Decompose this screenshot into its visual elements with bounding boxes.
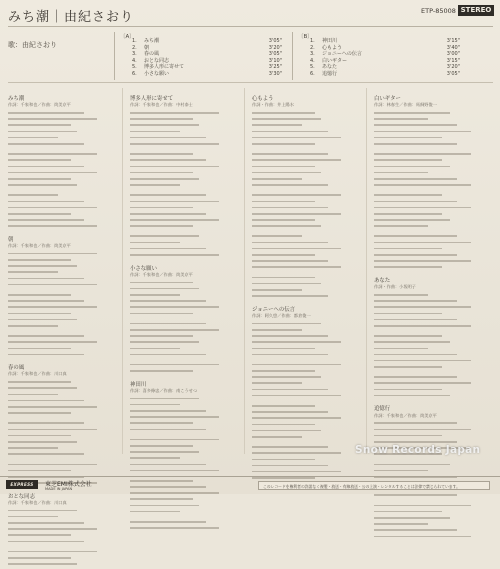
track-title: 朝: [144, 44, 150, 51]
song-credit: 作詞：林春生／作曲：馬飼野俊一: [374, 102, 437, 108]
track-title: 春の風: [144, 51, 160, 58]
track-number: 3.: [132, 51, 137, 58]
song-credit: 作詞：千家和也／作曲：川口真: [8, 371, 67, 377]
lyric-lines: [252, 322, 360, 483]
song-title: ジョニーへの伝言: [252, 306, 296, 313]
track-row: [132, 38, 282, 45]
lyrics-column-4: [374, 90, 492, 541]
track-row: [310, 51, 460, 58]
lyric-line: [252, 294, 360, 300]
track-number: 5.: [132, 64, 137, 71]
track-title: あなた: [322, 64, 338, 71]
track-number: 1.: [310, 38, 315, 44]
song-credit: 作詞・作曲：井上陽水: [252, 102, 294, 108]
song-credit: 作詞：千家和也／作曲：筒美京平: [8, 102, 71, 108]
lyric-lines: [8, 381, 116, 488]
lyrics-column-3: [252, 90, 360, 483]
side-b-label: 〔B〕: [298, 34, 313, 40]
track-number: 5.: [310, 64, 315, 71]
lyric-lines: [130, 281, 238, 376]
watermark-text: Snow Records Japan: [355, 444, 481, 456]
track-duration: 3'05": [268, 38, 282, 44]
track-number: 6.: [310, 70, 315, 77]
lyric-line: [130, 369, 238, 375]
copyright-notice: このレコードを権利者の許諾なく複製・放送・有線放送・公の上演・レンタルすることは法律で禁じられています。: [258, 481, 490, 490]
lyrics-divider: [8, 82, 493, 83]
lyric-lines: [374, 293, 492, 400]
track-number: 4.: [310, 57, 315, 64]
track-duration: 3'40": [446, 44, 460, 51]
song-title: みち潮: [8, 96, 25, 102]
track-title: おとな同志: [144, 57, 170, 64]
track-duration: 3'15": [446, 57, 460, 64]
track-title: 博多人形に寄せて: [144, 64, 185, 71]
track-number: 6.: [132, 70, 137, 77]
lyric-line: [374, 266, 492, 272]
lyric-line: [8, 225, 116, 231]
track-duration: 3'05": [268, 51, 282, 58]
header-divider: [8, 26, 493, 27]
track-row: [310, 64, 460, 71]
lyric-lines: [130, 111, 238, 259]
track-row: [132, 51, 282, 58]
track-title: 追憶行: [322, 70, 338, 77]
track-duration: 3'20": [268, 44, 282, 51]
tracklist-divider-mid: [292, 32, 293, 80]
song-title: 追憶行: [374, 406, 391, 413]
track-row: [310, 71, 460, 78]
column-rule-3: [366, 88, 367, 454]
column-rule-1: [122, 88, 123, 454]
side-a-tracklist: [132, 38, 282, 78]
lyric-lines: [252, 111, 360, 300]
made-in-japan: MADE IN JAPAN: [45, 487, 73, 491]
song-credit: 作詞：千家和也／作曲：筒美京平: [8, 242, 71, 248]
track-duration: 3'20": [446, 64, 460, 71]
track-duration: 3'15": [446, 38, 460, 44]
song-title: 小さな願い: [130, 265, 157, 272]
lyric-lines: [130, 397, 238, 533]
song-title: 神田川: [130, 381, 147, 388]
song-title: 春の風: [8, 365, 25, 372]
song-title: あなた: [374, 277, 391, 284]
song-credit: 作詞：喜多條忠／作曲：南こうせつ: [130, 387, 198, 393]
side-a-label: 〔A〕: [120, 34, 135, 40]
track-title: 白いギター: [322, 57, 347, 64]
track-title: 神田川: [322, 38, 338, 44]
track-row: [310, 38, 460, 45]
song-credit: 作詞：千家和也／作曲：川口真: [8, 499, 67, 505]
lyric-line: [8, 353, 116, 359]
lyric-lines: [374, 111, 492, 272]
track-number: 4.: [132, 57, 137, 64]
track-duration: 3'00": [446, 51, 460, 58]
track-duration: 3'05": [446, 70, 460, 77]
lyric-line: [374, 394, 492, 400]
track-number: 1.: [132, 38, 137, 44]
lyric-line: [130, 253, 238, 259]
lyric-line: [8, 563, 116, 569]
tracklist-divider-left: [114, 32, 115, 80]
track-number: 2.: [310, 44, 315, 51]
lyric-lines: [8, 252, 116, 359]
album-title: みち潮｜由紀さおり: [8, 10, 135, 25]
song-title: 朝: [8, 236, 14, 243]
track-title: みち潮: [144, 38, 160, 44]
lyric-lines: [8, 509, 116, 569]
song-title: 博多人形に寄せて: [130, 96, 174, 102]
track-duration: 3'10": [268, 57, 282, 64]
song-credit: 作詞：千家和也／作曲：筒美京平: [130, 271, 193, 277]
track-title: 心もよう: [322, 44, 343, 51]
artist-credit: 歌：由紀さおり: [8, 41, 57, 49]
footer-divider: [0, 476, 500, 477]
track-title: ジョニーへの伝言: [322, 51, 362, 58]
stereo-badge: STEREO: [458, 5, 494, 16]
lyric-lines: [8, 111, 116, 230]
song-credit: 作詞・作曲：小坂明子: [374, 284, 416, 290]
track-duration: 3'30": [268, 70, 282, 77]
song-title: おとな同志: [8, 493, 35, 500]
song-credit: 作詞：千家和也／作曲：筒美京平: [374, 412, 437, 418]
track-row: [132, 71, 282, 78]
lyrics-column-2: [130, 90, 238, 533]
song-title: 白いギター: [374, 96, 401, 102]
song-credit: 作詞：千家和也／作曲：中村泰士: [130, 102, 193, 108]
track-title: 小さな願い: [144, 70, 170, 77]
side-b-tracklist: [310, 38, 460, 78]
track-duration: 3'25": [268, 64, 282, 71]
catalog-number: ETP-85008: [421, 7, 456, 15]
record-label-name: 東芝EMI株式会社: [45, 481, 92, 488]
track-number: 3.: [310, 51, 315, 58]
column-rule-2: [244, 88, 245, 454]
lyrics-column-1: [8, 90, 116, 569]
record-label-logo: EXPRESS: [6, 480, 38, 489]
lyric-line: [130, 527, 238, 533]
track-number: 2.: [132, 44, 137, 51]
song-credit: 作詞：阿久悠／作曲：都倉俊一: [252, 312, 311, 318]
song-title: 心もよう: [252, 96, 274, 102]
track-row: [132, 64, 282, 71]
lyric-line: [374, 535, 492, 541]
